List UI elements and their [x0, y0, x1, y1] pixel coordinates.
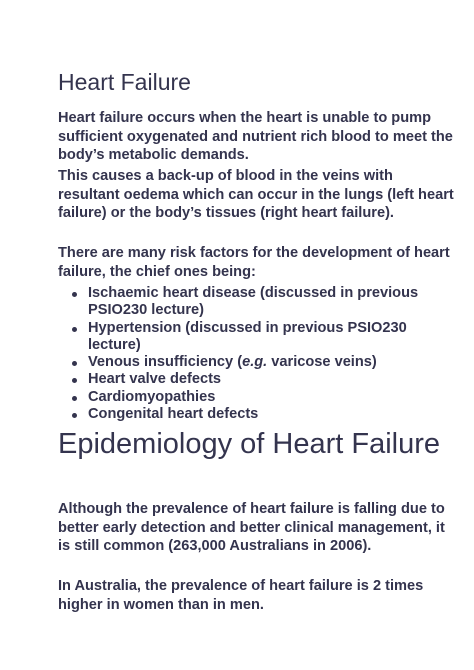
list-item-text: Hypertension (discussed in previous PSIO230 lecture)	[88, 319, 407, 353]
paragraph-risk-intro: There are many risk factors for the development of heart failure, the chief ones being:	[58, 245, 450, 280]
list-item-text: Congenital heart defects	[88, 406, 259, 423]
paragraph-prevalence: Although the prevalence of heart failure is falling due to better early detection and better clinical management, it is still common (263,000 Australians in 2006).	[58, 501, 445, 554]
bullet-icon	[72, 327, 77, 332]
paragraph-definition: Heart failure occurs when the heart is unable to pump sufficient oxygenated and nutrient rich blood to meet the body’s metabolic demands.	[58, 110, 453, 163]
list-item	[58, 285, 458, 320]
list-item	[58, 371, 458, 388]
bullet-icon	[72, 396, 77, 401]
list-item-text: Heart valve defects	[88, 371, 222, 388]
section-heading-heart-failure: Heart Failure	[58, 69, 191, 95]
list-item-text-italic: e.g.	[242, 354, 268, 371]
bullet-icon	[72, 378, 77, 383]
bullet-icon	[72, 413, 77, 418]
list-item	[58, 389, 458, 406]
list-item-text-pre: Venous insufficiency (	[88, 354, 243, 371]
list-item-text: Cardiomyopathies	[88, 388, 216, 405]
list-item	[58, 320, 458, 355]
list-item-text: Ischaemic heart disease (discussed in previous PSIO230 lecture)	[88, 285, 419, 319]
list-item-text-post: varicose veins)	[267, 354, 377, 371]
paragraph-australia: In Australia, the prevalence of heart failure is 2 times higher in women than in men.	[58, 578, 424, 613]
paragraph-backup: This causes a back-up of blood in the veins with resultant oedema which can occur in the lungs (left heart failure) or the body’s tissues (right heart failure).	[58, 168, 454, 221]
list-item	[58, 354, 458, 371]
bullet-icon	[72, 361, 77, 366]
bullet-icon	[72, 292, 77, 297]
section-heading-epidemiology: Epidemiology of Heart Failure	[58, 428, 441, 460]
risk-factor-list	[58, 285, 458, 423]
list-item	[58, 406, 458, 423]
